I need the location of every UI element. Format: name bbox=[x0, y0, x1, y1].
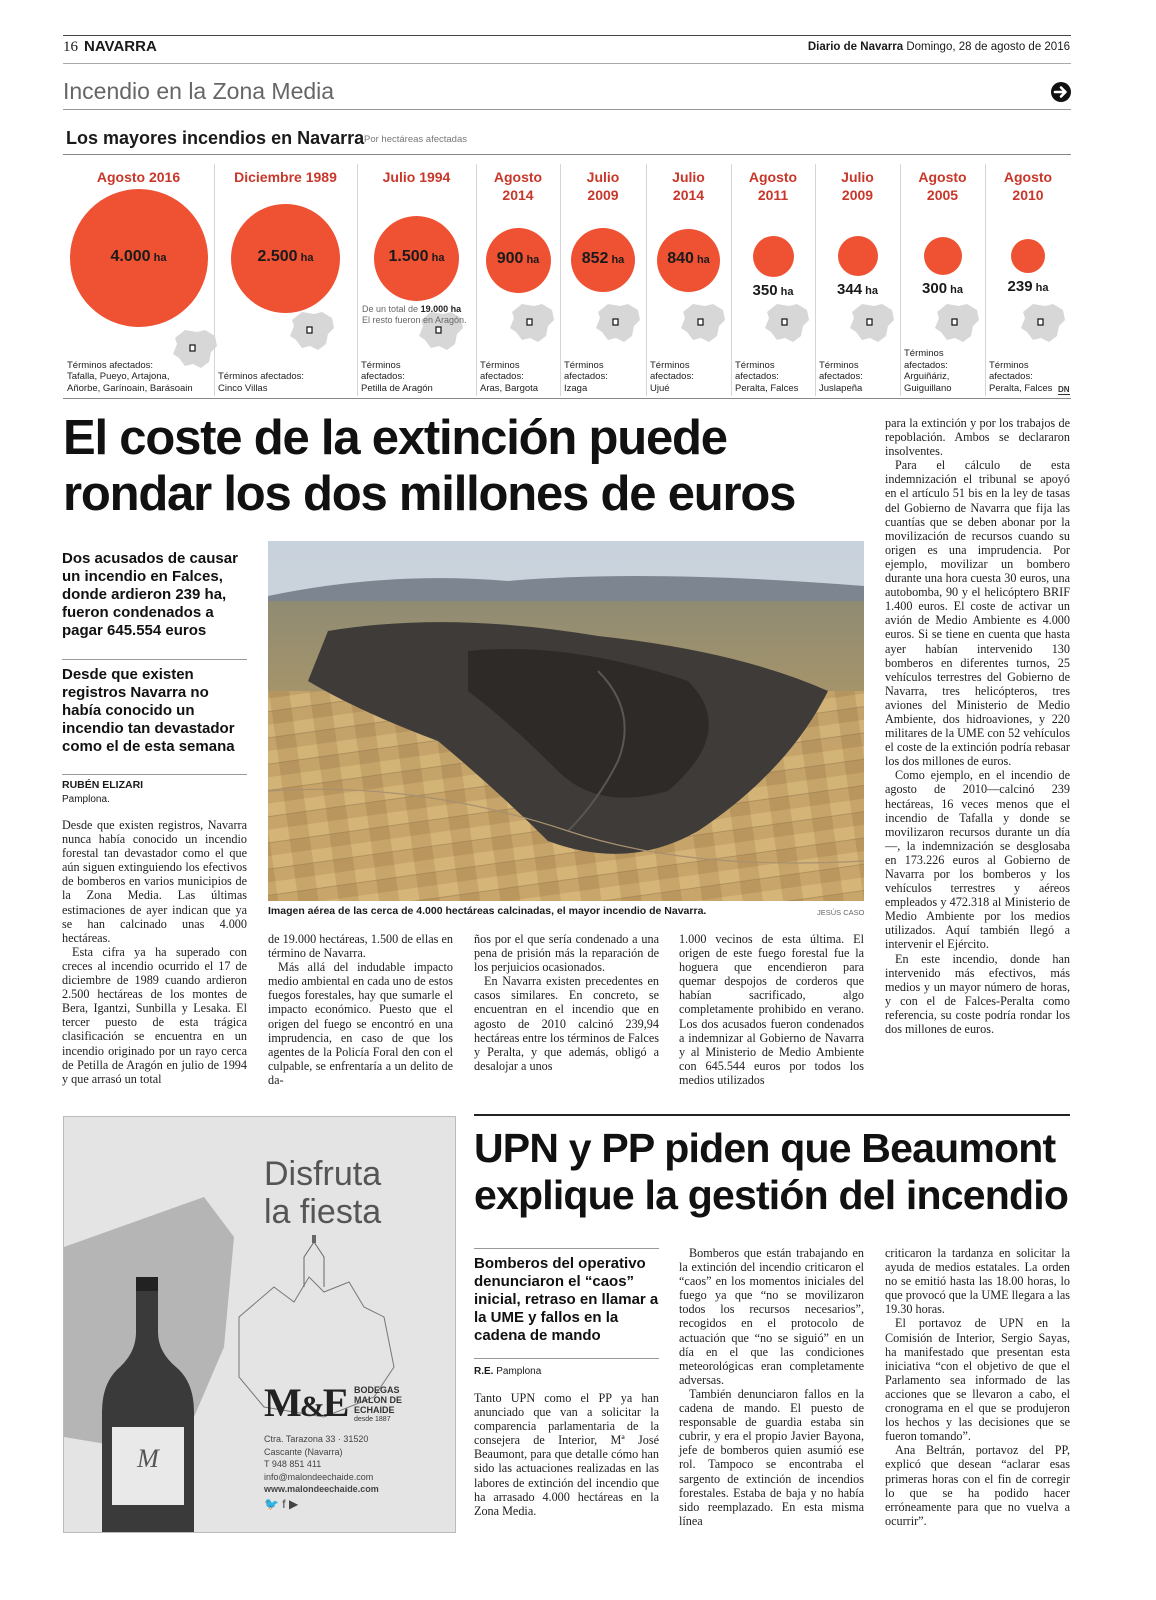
note-1994-rest: El resto fueron en Aragón. bbox=[362, 315, 467, 325]
fire-column bbox=[985, 162, 1071, 398]
column-separator bbox=[815, 164, 816, 396]
article2-byline bbox=[474, 1366, 541, 1377]
ad-headline-line-1: Disfruta bbox=[264, 1155, 382, 1193]
fire-date: Agosto 2010 bbox=[1003, 169, 1053, 203]
fire-hectares-value: 900 bbox=[496, 250, 524, 267]
arrow-right-icon bbox=[1050, 81, 1072, 103]
fire-date: Julio 2009 bbox=[841, 169, 874, 203]
ad-email[interactable]: info@malondeechaide.com bbox=[264, 1471, 374, 1482]
fire-hectares-label bbox=[985, 278, 1071, 295]
fire-column bbox=[214, 162, 357, 398]
fire-column bbox=[900, 162, 985, 398]
social-icons[interactable]: 🐦 f ▶ bbox=[264, 1496, 299, 1511]
fire-hectares-unit: ha bbox=[777, 285, 794, 298]
article2-summary: Bomberos del operativo denunciaron el “caos” inicial, retraso en llamar a la UME y fallos en la cadena de mando bbox=[474, 1255, 659, 1344]
paragraph: Ana Beltrán, portavoz del PP, explicó que desean “aclarar esas primeras horas con el fin de corregir lo que se ha podido hacer erróneamente para que no vuelva a ocurrir”. bbox=[885, 1443, 1070, 1528]
summary-rule bbox=[62, 659, 247, 660]
article2-column-3 bbox=[885, 1246, 1070, 1528]
column-separator bbox=[731, 164, 732, 396]
fire-hectares-value: 300 bbox=[922, 280, 948, 297]
ad-address-1: Ctra. Tarazona 33 · 31520 bbox=[264, 1434, 369, 1444]
paragraph: criticaron la tardanza en solicitar la ayuda de medios estatales. La orden no se emitió hasta las 18.00 horas, lo que provocó que la UME llegara a las 19.30 horas. bbox=[885, 1246, 1070, 1317]
article2-author: R.E. bbox=[474, 1366, 494, 1377]
fire-hectares-value: 344 bbox=[837, 281, 863, 298]
dn-logo: DN bbox=[1058, 385, 1070, 394]
fire-column bbox=[476, 162, 560, 398]
wine-bottle-icon bbox=[94, 1277, 204, 1532]
paragraph: Tanto UPN como el PP ya han anunciado que van a solicitar la comparencia parlamentaria de la consejera de Interior, Mª José Beaumont, para que detalle cómo han sido las actuaciones realizadas en las labores de extinción del incendio que ha arrasado 4.000 hectáreas en la Zona Media. bbox=[474, 1391, 659, 1518]
article2-rule bbox=[474, 1114, 1070, 1116]
header-rule bbox=[63, 63, 1071, 64]
fire-terms: Términos afectados: Peralta, Falces bbox=[989, 359, 1053, 394]
fire-terms: Términos afectados: Peralta, Falces bbox=[735, 359, 799, 394]
section-label: NAVARRA bbox=[84, 38, 157, 55]
fire-terms: Términos afectados: Cinco Villas bbox=[218, 371, 305, 394]
newspaper-name: Diario de Navarra bbox=[807, 41, 904, 53]
infographic-title: Los mayores incendios en Navarra bbox=[66, 128, 365, 148]
fire-terms: Términos afectados: Arguiñáriz, Guiguillano bbox=[904, 348, 952, 394]
paragraph: El portavoz de UPN en la Comisión de Interior, Sergio Sayas, ha manifestado que presentan esta iniciativa “con el objetivo de que el Parlamento sea informado de las acciones que se llevaron a cabo, el cronograma en el que se produjeron los hechos y las decisiones que se fueron tomando”. bbox=[885, 1316, 1070, 1444]
fire-hectares-value: 4.000 bbox=[110, 248, 151, 265]
fire-date: Diciembre 1989 bbox=[234, 169, 337, 185]
fire-hectares-label bbox=[815, 281, 900, 298]
paragraph: En este incendio, donde han intervenido más efectivos, más medios y un mayor número de horas, y con el de Falces-Peralta como referencia, su coste podría rondar los dos millones de euros. bbox=[885, 951, 1070, 1037]
article2-byline-rule bbox=[474, 1358, 659, 1359]
note-1994 bbox=[362, 304, 467, 326]
navarra-map-icon bbox=[763, 302, 811, 344]
ad-phone: T 948 851 411 bbox=[264, 1459, 322, 1469]
paragraph: Para el cálculo de esta indemnización el tribunal se apoyó en el artículo 51 bis en la ley de tasas del Gobierno de Navarra que fija las cuantías que se deben abonar por la movilización de recursos cuando su origen es una imprudencia. Por ejemplo, movilizar un bombero durante una hora cuesta 30 euros, una autobomba, 90 y el helicóptero BRIF 1.400 euros. El coste de activar un avión de Medio Ambiente es 4.000 euros. Si se tiene en cuenta que hasta ayer habían intervenido 130 bomberos en diferentes turnos, 25 vehículos terrestres del Gobierno de Navarra, tres helicópteros, tres aviones del Ministerio de Medio Ambiente, dos hidroaviones, y 220 militares de la UME con 52 vehículos el coste de la extinción podría rebasar los dos millones de euros. bbox=[885, 458, 1070, 769]
article1-column-1 bbox=[62, 818, 247, 1086]
fire-hectares-value: 1.500 bbox=[388, 248, 429, 265]
fire-hectares-label bbox=[900, 280, 985, 297]
fire-terms: Términos afectados: Petilla de Aragón bbox=[361, 359, 433, 394]
article2-column-1 bbox=[474, 1391, 659, 1518]
aerial-photo bbox=[268, 541, 864, 901]
article1-headline: El coste de la extinción puede rondar los dos millones de euros bbox=[63, 411, 796, 521]
infographic-rule bbox=[63, 154, 1071, 155]
ad-brand-name: MALON DE ECHAIDE bbox=[354, 1395, 402, 1415]
fire-hectares-unit: ha bbox=[1032, 282, 1049, 294]
ad-brand-top: BODEGAS bbox=[354, 1385, 400, 1395]
masthead bbox=[808, 41, 1070, 53]
ad-address-2: Cascante (Navarra) bbox=[264, 1446, 343, 1457]
fire-hectares-unit: ha bbox=[693, 254, 710, 266]
fire-column bbox=[357, 162, 476, 398]
article1-place: Pamplona. bbox=[62, 794, 110, 805]
fire-date: Agosto 2011 bbox=[748, 169, 798, 203]
photo-caption: Imagen aérea de las cerca de 4.000 hectáreas calcinadas, el mayor incendio de Navarra. bbox=[268, 905, 707, 917]
ad-brand bbox=[354, 1385, 434, 1425]
ad-headline bbox=[264, 1155, 381, 1231]
fire-area-circle bbox=[924, 237, 962, 275]
note-1994-value: 19.000 ha bbox=[420, 304, 462, 314]
column-separator bbox=[985, 164, 986, 396]
fire-date: Agosto 2005 bbox=[918, 169, 967, 203]
article1-column-5 bbox=[885, 416, 1070, 1036]
paragraph: Desde que existen registros, Navarra nunca había conocido un incendio forestal tan devastador como el que aún siguen extinguiendo los efectivos de bomberos en varios municipios de la Zona Media. Las últimas estimaciones de ayer indican que ya se han calcinado unas 4.000 hectáreas. bbox=[62, 818, 247, 945]
infographic-bottom-rule bbox=[63, 398, 1071, 399]
ad-web[interactable]: www.malondeechaide.com bbox=[264, 1484, 379, 1494]
fire-area-circle bbox=[1011, 239, 1045, 273]
paragraph: Bomberos que están trabajando en la extinción del incendio criticaron el “caos” en los momentos iniciales del fuego ya que “no se movilizaron todos los recursos necesarios”, recogidos en el protocolo de actuación que “no se siguió” en un día en el que las condiciones meteorológicas eran completamente adversas. bbox=[679, 1246, 864, 1387]
paragraph: Esta cifra ya ha superado con creces al incendio ocurrido el 17 de diciembre de 1989 cuando ardieron 2.500 hectáreas de los montes de Bera, Igantzi, Sunbilla y Lesaka. El tercer puesto de esta trágica clasificación se encuentra en un incendio originado por un rayo cerca de Petilla de Aragón en julio de 1994 y que arrasó un total bbox=[62, 944, 247, 1086]
fire-column bbox=[646, 162, 731, 398]
fire-hectares-label bbox=[214, 248, 357, 266]
fire-area-circle bbox=[838, 236, 878, 276]
fire-hectares-label bbox=[560, 250, 646, 268]
article1-summary-1: Dos acusados de causar un incendio en Falces, donde ardieron 239 ha, fueron condenados a pagar 645.554 euros bbox=[62, 550, 238, 639]
paragraph: También denunciaron fallos en la cadena de mando. El puesto de responsable de guardia estaba sin cubrir, y era el propio Javier Bayona, jefe de bomberos quien asumió ese rol. Tampoco se encontraba el sargento de extinción de incendios forestales. Estaba de baja y no había sido reemplazado. En esta misma línea bbox=[679, 1386, 864, 1528]
fire-column bbox=[63, 162, 214, 398]
svg-text:M: M bbox=[137, 1444, 159, 1473]
fire-hectares-unit: ha bbox=[297, 252, 314, 264]
fire-date: Julio 2009 bbox=[586, 169, 620, 203]
fire-date: Julio 1994 bbox=[382, 169, 451, 185]
fire-hectares-value: 239 bbox=[1007, 278, 1033, 295]
paragraph: 1.000 vecinos de esta última. El origen de este fuego forestal fue la hoguera que encendieron para quemar despojos de corderos que habían sacrificado, algo completamente prohibido en verano. Los dos acusados fueron condenados a indemnizar al Gobierno de Navarra y al Ministerio de Medio Ambiente con 645.544 euros por todos los medios utilizados bbox=[679, 932, 864, 1087]
fire-hectares-unit: ha bbox=[947, 284, 963, 296]
column-separator bbox=[900, 164, 901, 396]
article2-place: Pamplona bbox=[496, 1366, 542, 1377]
fire-hectares-value: 350 bbox=[752, 281, 778, 299]
fire-hectares-unit: ha bbox=[428, 252, 445, 264]
navarra-map-icon bbox=[594, 302, 642, 344]
paragraph: Más allá del indudable impacto medio ambiental en cada uno de estos fuegos forestales, hay que sumarle el impacto económico. Puesto que el origen del fuego se encontró en una imprudencia, en caso de que los agentes de la Policía Foral den con el culpable, se enfrentaría a un delito de da- bbox=[268, 960, 453, 1087]
paragraph: Como ejemplo, en el incendio de agosto de 2010—calcinó 239 hectáreas, 16 veces menos que el incendio de Tafalla y donde se movilizaron recursos durante un día—, la indemnización se desglosaba en 173.226 euros al Gobierno de Navarra por los bomberos y los vehículos terrestres y aéreos empleados y 472.318 al Ministerio de Medio Ambiente por los medios utilizados. Aquí también llegó a intervenir el Ejército. bbox=[885, 768, 1070, 952]
navarra-map-icon bbox=[933, 302, 981, 344]
article1-author: RUBÉN ELIZARI bbox=[62, 779, 144, 791]
navarra-map-icon bbox=[1019, 302, 1067, 344]
fire-date: Julio 2014 bbox=[672, 169, 705, 203]
column-separator bbox=[476, 164, 477, 396]
photo-credit: JESÚS CASO bbox=[817, 908, 865, 917]
column-separator bbox=[560, 164, 561, 396]
fire-terms: Términos afectados: Juslapeña bbox=[819, 359, 863, 394]
page-number: 16 bbox=[63, 39, 78, 55]
article1-summary-2: Desde que existen registros Navarra no había conocido un incendio tan devastador como el de esta semana bbox=[62, 666, 235, 755]
fire-hectares-label bbox=[731, 282, 815, 299]
fire-hectares-unit: ha bbox=[862, 285, 878, 297]
ad-since: desde 1887 bbox=[354, 1416, 391, 1423]
paragraph: En Navarra existen precedentes en casos similares. En concreto, se encuentran en el incendio que en agosto de 2010 calcinó 239,94 hectáreas entre los términos de Falces y Peralta, y que además, obligó a desalojar a unos bbox=[474, 974, 659, 1073]
paragraph: para la extinción y por los trabajos de repoblación. Ambos se declararon insolventes. bbox=[885, 416, 1070, 459]
topic-rule bbox=[63, 109, 1071, 110]
column-separator bbox=[214, 164, 215, 396]
fire-column bbox=[731, 162, 815, 398]
fire-hectares-value: 840 bbox=[667, 250, 694, 267]
paragraph: ños por el que sería condenado a una pena de prisión más la reparación de los perjuicios ocasionados. bbox=[474, 932, 659, 975]
article1-column-4 bbox=[679, 932, 864, 1087]
infographic-subtitle: Por hectáreas afectadas bbox=[364, 134, 467, 145]
fire-hectares-label bbox=[63, 248, 214, 266]
fire-terms: Términos afectados: Tafalla, Pueyo, Artajona, Añorbe, Garínoain, Barásoain bbox=[67, 359, 193, 394]
top-rule bbox=[63, 35, 1071, 36]
fire-column bbox=[815, 162, 900, 398]
article1-column-3 bbox=[474, 932, 659, 1073]
fire-date: Agosto 2014 bbox=[493, 169, 543, 203]
fire-date: Agosto 2016 bbox=[96, 169, 181, 185]
column-separator bbox=[646, 164, 647, 396]
article1-column-2 bbox=[268, 932, 453, 1087]
ad-contact bbox=[264, 1433, 379, 1510]
fire-terms: Términos afectados: Aras, Bargota bbox=[480, 359, 539, 394]
byline-rule bbox=[62, 774, 247, 775]
page-header-left bbox=[63, 38, 157, 56]
fire-hectares-value: 852 bbox=[581, 250, 609, 267]
navarra-map-icon bbox=[679, 302, 727, 344]
issue-date: Domingo, 28 de agosto de 2016 bbox=[906, 41, 1070, 53]
fire-hectares-unit: ha bbox=[608, 254, 625, 266]
column-separator bbox=[357, 164, 358, 396]
navarra-map-icon bbox=[848, 302, 896, 344]
article2-summary-rule bbox=[474, 1248, 659, 1249]
wine-advertisement[interactable] bbox=[63, 1116, 456, 1533]
navarra-map-icon bbox=[508, 302, 556, 344]
ad-headline-line-2: la fiesta bbox=[264, 1193, 382, 1231]
fire-hectares-value: 2.500 bbox=[257, 248, 298, 265]
article2-column-2 bbox=[679, 1246, 864, 1528]
brand-monogram-icon: M&E bbox=[264, 1380, 348, 1425]
note-1994-prefix: De un total de bbox=[362, 304, 419, 314]
article2-headline: UPN y PP piden que Beaumont explique la gestión del incendio bbox=[474, 1125, 1069, 1218]
paragraph: de 19.000 hectáreas, 1.500 de ellas en término de Navarra. bbox=[268, 932, 453, 961]
fire-hectares-label bbox=[357, 248, 476, 266]
fire-area-circle bbox=[753, 236, 794, 277]
navarra-map-icon bbox=[288, 310, 336, 352]
fire-hectares-label bbox=[646, 250, 731, 268]
fire-terms: Términos afectados: Izaga bbox=[564, 359, 608, 394]
fire-terms: Términos afectados: Ujué bbox=[650, 359, 694, 394]
fire-column bbox=[560, 162, 646, 398]
fire-hectares-label bbox=[476, 250, 560, 268]
topic-heading: Incendio en la Zona Media bbox=[63, 78, 335, 104]
fire-hectares-unit: ha bbox=[523, 254, 540, 266]
fire-hectares-unit: ha bbox=[150, 252, 167, 264]
